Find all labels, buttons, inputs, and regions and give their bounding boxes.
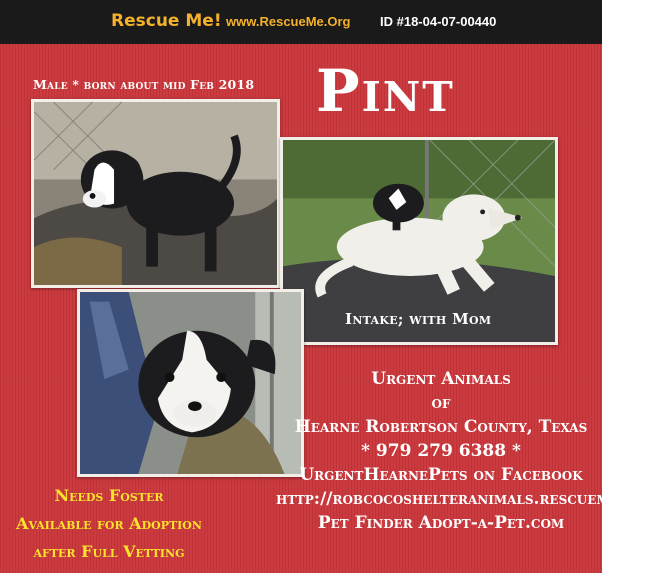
- pet-subtitle: Male * born about mid Feb 2018: [33, 77, 255, 92]
- site-link[interactable]: www.RescueMe.Org: [226, 14, 351, 29]
- photo-caption-intake: Intake; with Mom: [345, 310, 492, 328]
- available-adoption-line: Available for Adoption: [16, 514, 202, 533]
- organization-info: [276, 367, 662, 535]
- brand-logo[interactable]: Rescue Me!: [111, 11, 222, 31]
- puppy-photo-standing: [31, 99, 280, 288]
- foster-notice: [4, 482, 214, 566]
- org-name-line: Urgent Animals: [371, 369, 511, 389]
- org-website: http://robcocoshelteranimals.rescueme.org/: [276, 489, 662, 509]
- after-vetting-line: after Full Vetting: [33, 542, 185, 561]
- org-facebook: UrgentHearnePets on Facebook: [299, 465, 583, 485]
- pet-id: ID #18-04-07-00440: [380, 14, 497, 29]
- org-of-line: of: [431, 393, 451, 413]
- needs-foster-line: Needs Foster: [54, 486, 164, 505]
- header-bar: [0, 0, 602, 44]
- org-phone: * 979 279 6388 *: [361, 441, 521, 461]
- org-petfinder: Pet Finder Adopt-a-Pet.com: [317, 513, 565, 533]
- puppy-closeup-photo: [77, 289, 304, 477]
- adoption-flyer: [0, 44, 662, 573]
- org-location-line: Hearne Robertson County, Texas: [294, 417, 588, 437]
- pet-name-title: Pint: [316, 57, 455, 125]
